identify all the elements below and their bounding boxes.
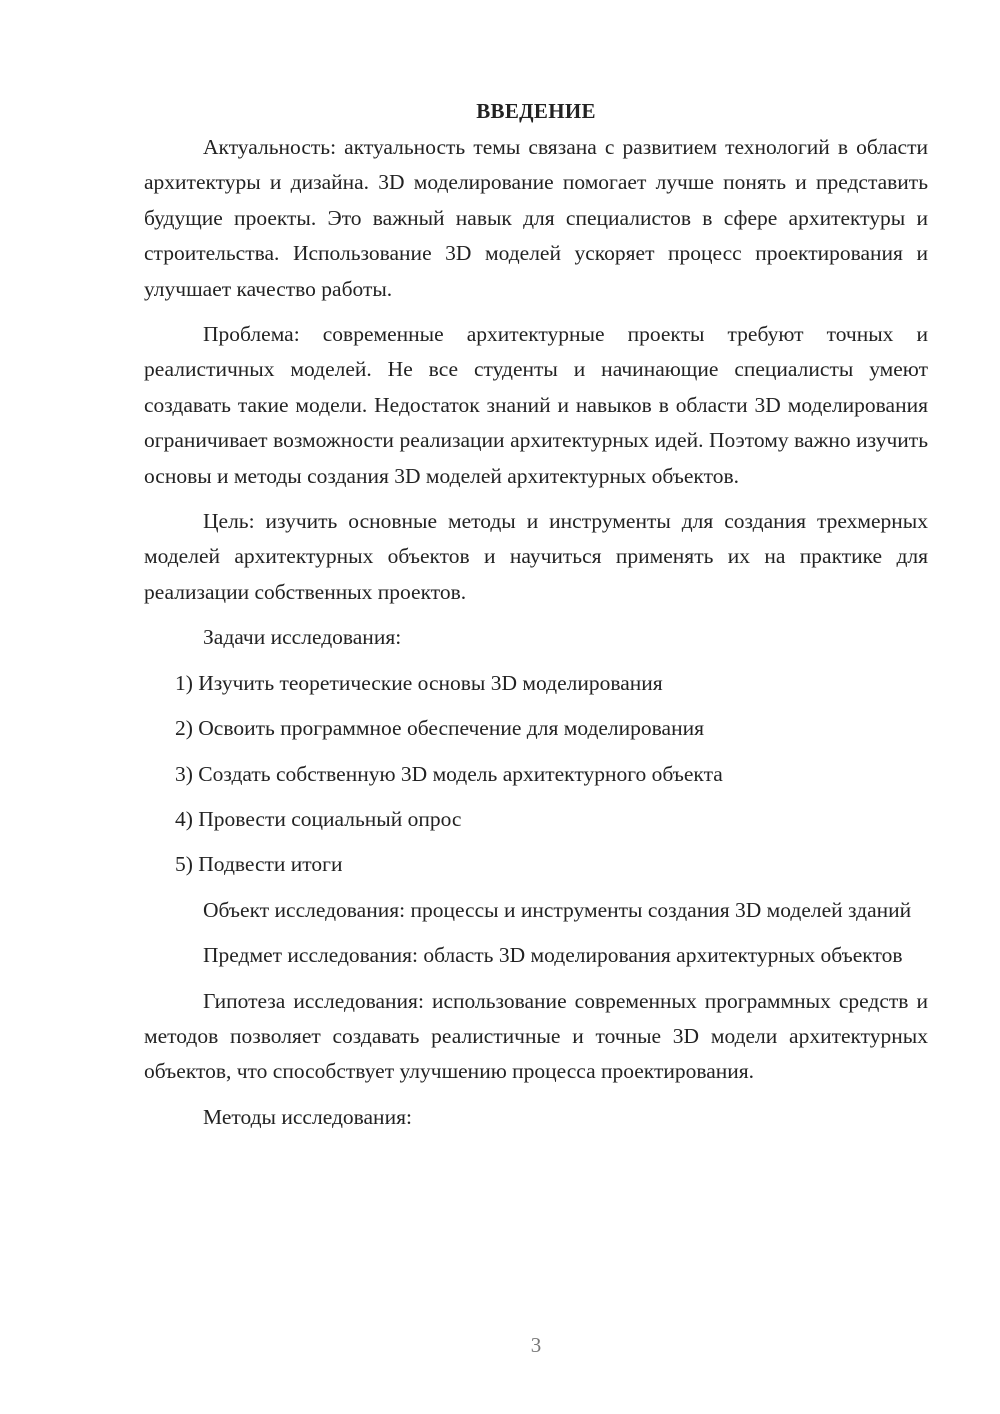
paragraph-hypothesis: Гипотеза исследования: использование современных программных средств и методов позволяет создавать реалистичные и точные 3D модели архитектурных объектов, что способствует улучшению процесса проектирования.: [144, 988, 928, 1084]
section-title: ВВЕДЕНИЕ: [476, 99, 596, 123]
list-item: 1) Изучить теоретические основы 3D моделирования: [175, 670, 663, 695]
paragraph-object: Объект исследования: процессы и инструменты создания 3D моделей зданий: [203, 897, 912, 922]
methods-heading: Методы исследования:: [203, 1104, 412, 1129]
list-item: 2) Освоить программное обеспечение для моделирования: [175, 716, 704, 741]
page-content: [144, 96, 928, 1145]
paragraph-goal: Цель: изучить основные методы и инструменты для создания трехмерных моделей архитектурных объектов и научиться применять их на практике для реализации собственных проектов.: [144, 509, 928, 604]
list-item: 4) Провести социальный опрос: [175, 806, 462, 831]
page-number: 3: [530, 1333, 542, 1357]
tasks-list: [144, 666, 928, 883]
paragraph-subject: Предмет исследования: область 3D моделирования архитектурных объектов: [203, 943, 903, 968]
tasks-heading: Задачи исследования:: [203, 625, 402, 650]
paragraph-problem: Проблема: современные архитектурные проекты требуют точных и реалистичных моделей. Не все студенты и начинающие специалисты умеют создавать такие модели. Недостаток знаний и навыков в области 3D моделирования ограничивает возможности реализации архитектурных идей. Поэтому важно изучить основы и методы создания 3D моделей архитектурных объектов.: [144, 322, 928, 488]
list-item: 3) Создать собственную 3D модель архитектурного объекта: [175, 761, 723, 786]
list-item: 5) Подвести итоги: [175, 852, 343, 877]
paragraph-relevance: Актуальность: актуальность темы связана с развитием технологий в области архитектуры и дизайна. 3D моделирование помогает лучше понять и представить будущие проекты. Это важный навык для специалистов в сфере архитектуры и строительства. Использование 3D моделей ускоряет процесс проектирования и улучшает качество работы.: [144, 135, 928, 301]
